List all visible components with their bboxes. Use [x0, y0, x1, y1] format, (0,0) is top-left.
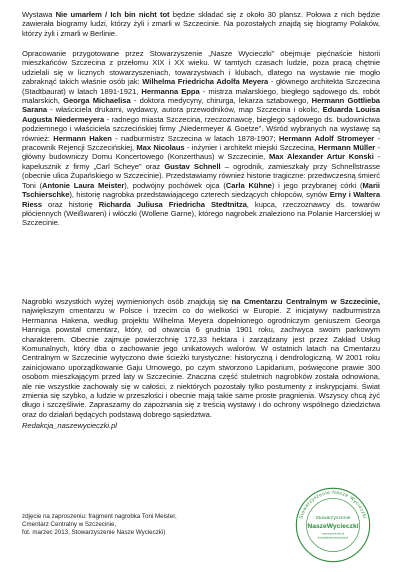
editorial-signature: Redakcja_naszewycieczki.pl [22, 421, 117, 430]
svg-text:naszewycieczki.pl: naszewycieczki.pl [321, 531, 345, 536]
caption-line: fot. marzec 2013, Stowarzyszenie Nasze Wycieczki) [22, 529, 166, 536]
svg-text:kontakt@naszewycieczki.pl: kontakt@naszewycieczki.pl [317, 536, 349, 540]
body-paragraph: Opracowanie przygotowane przez Stowarzyszenie „Nasze Wycieczki” obejmuje pięćnaście historii mieszkańców Szczecina z przełomu XIX i XX wieku. W tamtych czasach ludzie, poza pracą chętnie udzielali się w licznych stowarzyszeniach, towarzystwach i klubach, dlatego na wystawie nie mogło zabraknąć takich właśnie osób jak: Wilhelma Friedricha Adolfa Meyera - głównego architekta Szczecina (Stadtbaurat) w latach 1891-1921, Hermanna Eppa - mistrza malarskiego, biegłego sądowego ds. robót malarskich, Georga Michaelisa - doktora medycyny, chirurga, lekarza sztabowego, Hermann Gottlieba Sarana - właściciela drukarni, wydawcy, autora przewodników, map Szczecina i okolic, Eduarda Louisa Augusta Niedermeyera - radnego miasta Szczecina, rzeczoznawcę, biegłego sądowego ds. budownictwa podziemnego i właściciela szczecińskiej firmy „Niedermeyer & Goetze”. Wśród wybranych na wystawę są również: Hermann Haken - nadburmistrz Szczecina w latach 1878-1907; Hermann Adolf Stromeyer - pracownik Rejencji Szczecińskiej, Max Nicolaus - inżynier i architekt miejski Szczecina, Hermann Müller - główny budowniczy Domu Koncertowego (Konzerthaus) w Szczecinie, Max Alexander Artur Konski - kapelusznik z firmy „Carl Scheye” oraz Gustav Schnell – ogrodnik, zamieszkały przy Schnellstrasse (obecnie ulica Żupańskiego w Szczecinie). Przedstawiamy również historie tragiczne: przedwczesną śmierć Toni (Antonie Laura Meister), podwójny pochówek ojca (Carla Kühne) i jego przybranej córki (Marii Tschierschke), historię nagrobka przedstawiającego czterech siedzących chłopców, synów Erny i Waltera Riess oraz historię Richarda Juliusa Friedricha Stedtnitza, kupca, rzeczoznawcy ds. towarów płóciennych (Weißwaren) i włóczki (Wollene Garne), którego nagrobek znaleziono na Polanie Harcerskiej w Szczecinie. [22, 49, 381, 228]
svg-text:Stowarzyszenie: Stowarzyszenie [315, 514, 351, 521]
association-stamp-logo [294, 486, 372, 564]
cemetery-paragraph: Nagrobki wszystkich wyżej wymienionych osób znajdują się na Cmentarzu Centralnym w Szczecinie, największym cmentarzu w Polsce i trzecim co do wielkości w Europie. Z inicjatywy nadburmistrza Hermanna Hakena, według projektu Wilhelma Meyera dopełnionego ogrodniczym geniuszem Georga Hanniga powstał cmentarz, który, od otwarcia 6 grudnia 1901 roku, zachwyca swoim parkowym charakterem. Obecnie zajmuje powierzchnię 172,33 hektara i zarządzany jest przez Zakład Usług Komunalnych, który dba o zachowanie jego unikatowych walorów. W ostatnich latach na Cmentarzu Centralnym w Szczecinie wytyczono dwie ścieżki turystyczne: historyczną i dendrologiczną. W 2001 roku zainicjowano uporządkowanie Gaju Urnowego, po czym stworzono Lapidarium, poświęcone prawie 300 osobom mieszkającym przed laty w Szczecinie. Znaczna część stuletnich nagrobków została odnowiona, ale nie wszystkie zachowały się w całości, z niektórych pozostały tylko postumenty z inskrypcjami. Świat zmienia się szybko, a ludzie w przeszłości i obecnie mają takie same proste pragnienia. Wszyscy chcą żyć długo i szczęśliwie. Zapraszamy do zapoznania się z treścią wystawy i do ochrony wspólnego dziedzictwa oraz do działań będących podstawą dobrego sąsiedztwa. [22, 297, 380, 419]
caption-line: zdjęcie na zaproszeniu: fragment nagrobka Toni Meister, [22, 513, 177, 520]
caption-line: Cmentarz Centralny w Szczecinie, [22, 521, 117, 528]
svg-text:NaszeWycieczki: NaszeWycieczki [307, 523, 359, 531]
photo-caption [22, 513, 242, 537]
intro-paragraph: Wystawa Nie umarłem / Ich bin nicht tot będzie składać się z około 30 plansz. Połowa z nich będzie zawierała biogramy ludzi, którzy żyli i zmarli w Szczecinie. Na pozostałych znajdą się biogramy Polaków, którzy żyli i zmarli w Berlinie. [22, 10, 380, 38]
svg-text:Stowarzyszenie Nasze Wycieczki: Stowarzyszenie Nasze Wycieczki [299, 490, 367, 520]
